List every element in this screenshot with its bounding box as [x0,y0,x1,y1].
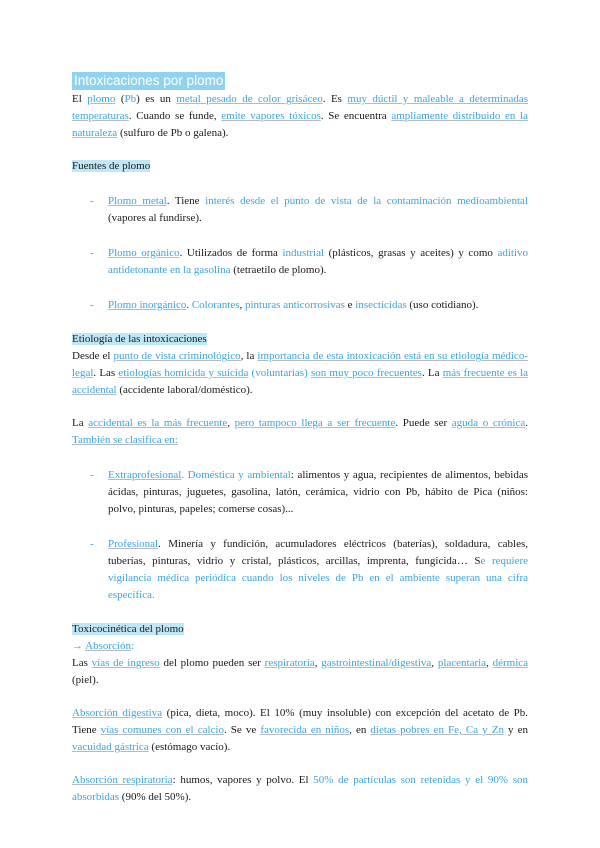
text-run: : alimentos y agua, recipientes de alimentos, bebidas ácidas, pinturas, juguetes, gasolina, latón, cerámica, vidrio con Pb, hábito de Pica (niños: polvo, pinturas, papeles; comerse cosas)... [108,469,528,515]
underlined-phrase: aguda o crónica [451,417,526,429]
highlighted-phrase: → [72,640,86,652]
text-run: e [344,299,356,311]
underlined-phrase: Plomo metal [108,195,167,207]
text-run: . [525,417,528,429]
underlined-phrase: Absorción [85,640,131,652]
list-item [90,536,528,604]
underlined-phrase: vacuidad gástrica [72,741,149,753]
highlighted-phrase: . Doméstica y ambiental [181,469,291,481]
list-item-text [108,467,528,518]
text-run: Las [72,657,92,669]
highlighted-phrase: industrial [282,247,325,259]
underlined-phrase: punto de vista criminológico [113,350,241,362]
text-run: El [72,93,88,105]
underlined-phrase: emite vapores tóxicos [221,110,321,122]
text-run: . La [421,367,443,379]
etiologia-paragraph-2 [72,415,528,449]
underlined-phrase: dérmica [492,657,529,669]
text-run: Desde el [72,350,114,362]
underlined-phrase: Absorción respiratoria [72,774,173,786]
list-item-text [108,536,528,604]
text-run: . Puede ser [395,417,452,429]
underlined-phrase: Plomo inorgánico [108,299,187,311]
respiratoria-paragraph [72,772,528,806]
page-title-wrap [72,72,528,91]
list-item [90,193,528,227]
dash-bullet-icon: - [90,195,94,207]
dash-bullet-icon: - [90,469,94,481]
text-run: , en [349,724,371,736]
highlighted-phrase: insecticidas [355,299,407,311]
spacer [72,399,528,415]
text-run: . Se ve [223,724,261,736]
underlined-phrase: pero tampoco llega a ser frecuente [234,417,396,429]
underlined-phrase: más frecuente es la accidental [72,367,529,396]
underlined-phrase: vías de ingreso [91,657,160,669]
text-run: (accidente laboral/doméstico). [116,384,253,396]
spacer [72,756,528,772]
fuentes-list [72,193,528,314]
dash-bullet-icon: - [90,247,94,259]
clasificacion-list [72,467,528,604]
underlined-phrase: respiratoria [264,657,315,669]
text-run: . Tiene [166,195,206,207]
text-run: y en [503,724,528,736]
underlined-phrase: Plomo orgánico [108,247,180,259]
text-run: . Las [93,367,119,379]
underlined-phrase: gastrointestinal/digestiva [321,657,432,669]
list-item-text [108,193,528,227]
text-run: . [186,299,192,311]
underlined-phrase: También se clasifica en: [72,434,178,446]
page-title: Intoxicaciones por plomo [74,73,224,88]
text-run: (90% del 50%). [119,791,192,803]
highlighted-phrase: Pb [124,93,137,105]
underlined-phrase: favorecida en niños [260,724,350,736]
etiologia-paragraph-1 [72,348,528,399]
text-run: , la [240,350,258,362]
highlighted-phrase: pinturas anticorrosivas [245,299,345,311]
text-run: . Cuando se funde, [128,110,222,122]
highlighted-phrase: aditivo antidetonante en la gasolina [108,247,529,276]
vias-paragraph [72,655,528,689]
section-heading-wrap [72,331,528,348]
list-item [90,297,528,314]
text-run: . Se encuentra [320,110,392,122]
section-heading-toxicocinetica: Toxicocinética del plomo [72,623,184,635]
underlined-phrase: etiologías homicida y suicida [118,367,249,379]
text-run: ) es un [136,93,177,105]
underlined-phrase: ampliamente distribuido en la naturaleza [72,110,528,139]
absorcion-subheading [72,638,528,655]
underlined-phrase: muy dúctil y maleable a determinadas temperaturas [72,93,529,122]
highlighted-phrase: interés desde el punto de vista de la contaminación medioambiental [205,195,528,207]
text-run: del plomo pueden ser [159,657,265,669]
text-run: (sulfuro de Pb o galena). [117,127,229,139]
text-run: , [486,657,493,669]
intro-paragraph [72,91,528,142]
text-run: (plásticos, grasas y aceites) y como [324,247,498,259]
text-run: . Es [322,93,348,105]
highlighted-phrase: (voluntarias) [248,367,311,379]
highlighted-phrase: e requiere vigilancia médica periódica cuando los niveles de Pb en el ambiente superan una cifra específica. [108,555,528,601]
text-run: (vapores al fundirse). [108,212,202,224]
text-run: (estómago vacío). [148,741,231,753]
list-item-text [108,245,528,279]
text-run: (uso cotidiano). [406,299,479,311]
text-run: , [314,657,322,669]
underlined-phrase: metal pesado de color grisáceo [176,93,323,105]
list-item [90,467,528,518]
digestiva-paragraph [72,705,528,756]
highlighted-phrase: : [130,640,135,652]
underlined-phrase: vías comunes con el calcio [100,724,224,736]
dash-bullet-icon: - [90,299,94,311]
text-run: . Minería y fundición, acumuladores eléctricos (baterías), soldadura, cables, tuberías, pinturas, vidrio y cristal, plásticos, arcillas, imprenta, fungicida… [108,538,528,567]
text-run: , [227,417,235,429]
text-run: , [239,299,245,311]
underlined-phrase: Extraprofesional [108,469,182,481]
section-heading-fuentes: Fuentes de plomo [72,160,151,172]
underlined-phrase: placentaria [437,657,487,669]
underlined-phrase: Profesional [108,538,159,550]
text-run: . Utilizados de forma [179,247,283,259]
text-run: (tetraetilo de plomo). [230,264,327,276]
text-run: (piel). [72,674,99,686]
text-run: La [72,417,89,429]
section-heading-wrap [72,158,528,175]
text-run: (pica, dieta, moco). El 10% (muy insoluble) con excepción del acetato de Pb. Tiene [72,707,528,736]
section-heading-wrap [72,621,528,638]
list-item-text [108,297,528,314]
highlighted-phrase: Colorantes [191,299,240,311]
underlined-phrase: son muy poco frecuentes [310,367,422,379]
text-run: : humos, vapores y polvo. El [172,774,314,786]
underlined-phrase: dietas pobres en Fe, Ca y Zn [370,724,504,736]
text-run: S [474,555,481,567]
highlighted-phrase: 50% de partículas son retenidas y el 90% son absorbidas [72,774,529,803]
dash-bullet-icon: - [90,538,94,550]
list-item [90,245,528,279]
underlined-phrase: plomo [87,93,116,105]
underlined-phrase: Absorción digestiva [72,707,163,719]
text-run: ( [115,93,125,105]
section-heading-etiologia: Etiología de las intoxicaciones [72,333,207,345]
spacer [72,689,528,705]
underlined-phrase: accidental es la más frecuente [88,417,228,429]
underlined-phrase: importancia de esta intoxicación está en su etiología médico-legal [72,350,528,379]
text-run: , [431,657,438,669]
